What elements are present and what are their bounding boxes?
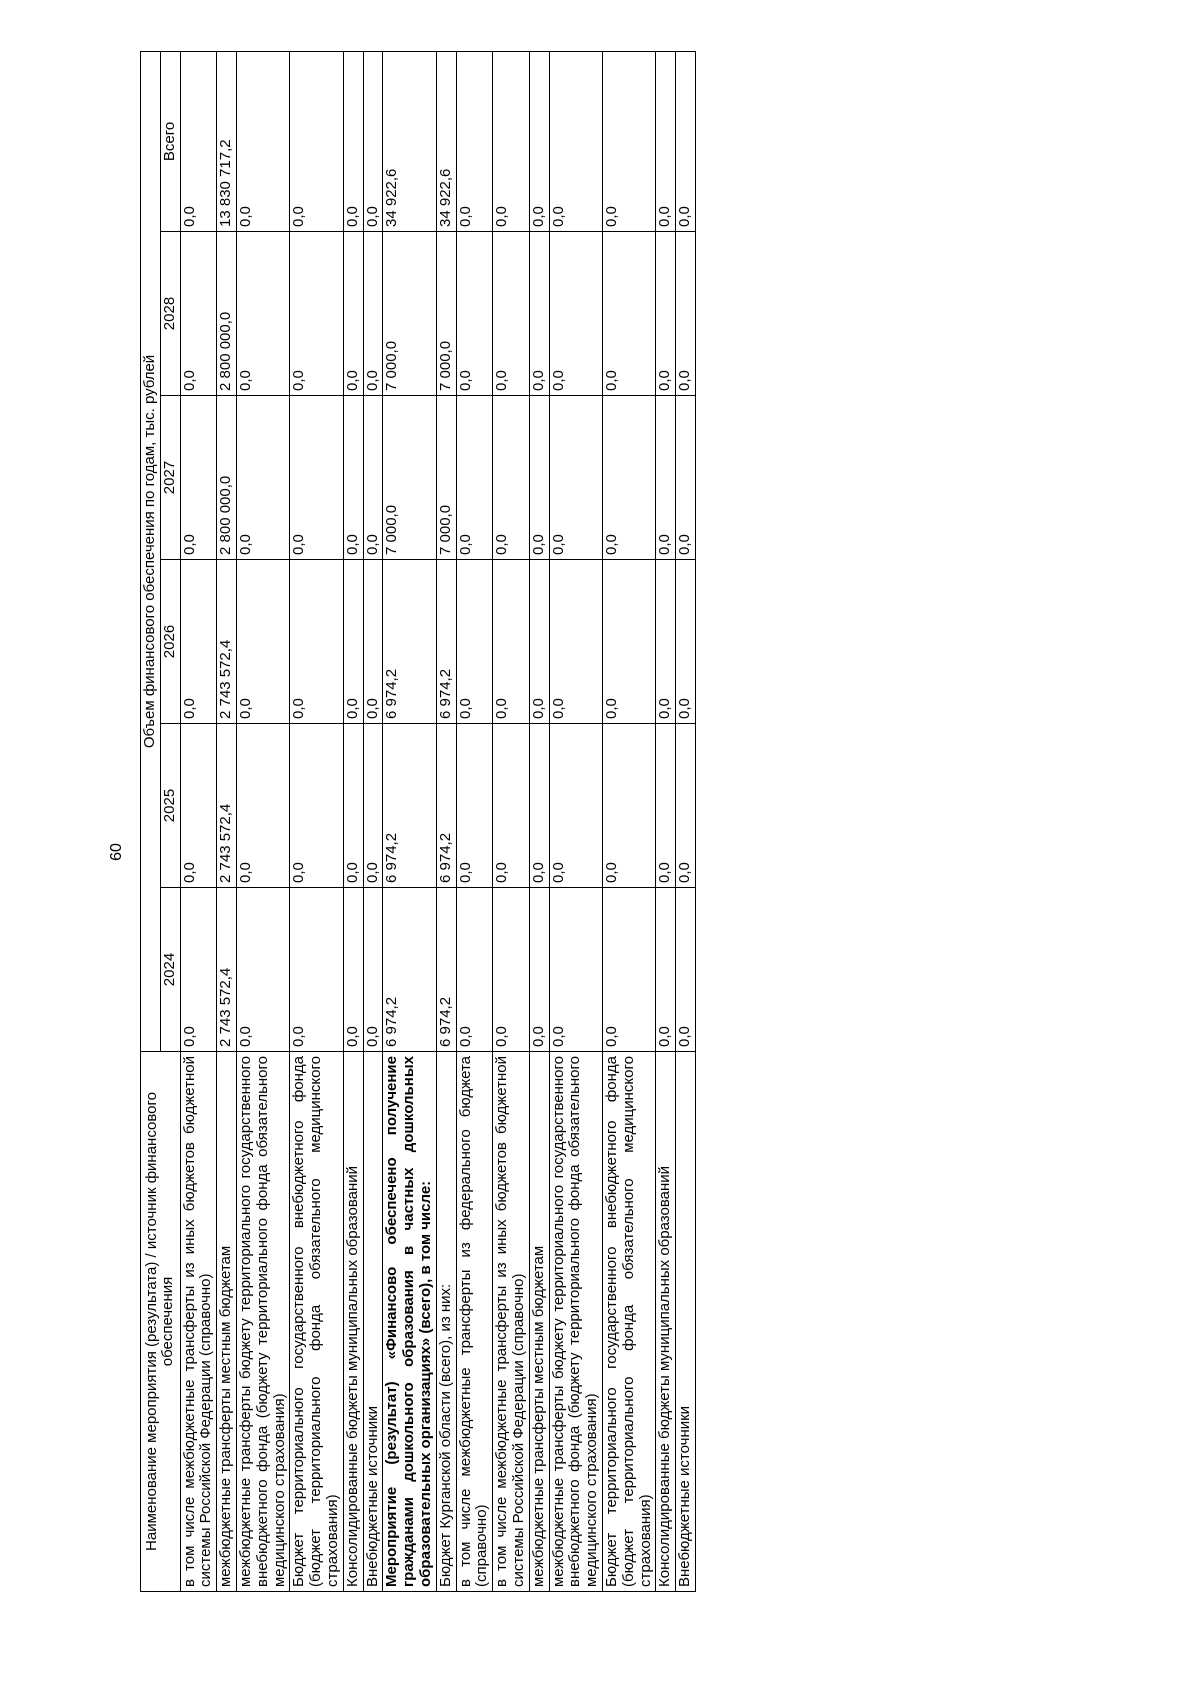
rotated-table-area	[140, 52, 1080, 1592]
value-cell: 0,0	[493, 396, 530, 560]
value-cell: 7 000,0	[436, 232, 456, 396]
row-name-cell: Консолидированные бюджеты муниципальных образований	[656, 1052, 676, 1592]
value-cell: 0,0	[493, 51, 530, 231]
value-cell: 0,0	[602, 396, 655, 560]
row-name-cell: Внебюджетные источники	[363, 1052, 383, 1592]
value-cell: 0,0	[529, 560, 549, 724]
value-cell: 0,0	[549, 51, 602, 231]
table-row	[363, 51, 383, 1591]
value-cell: 0,0	[493, 724, 530, 888]
value-cell: 0,0	[602, 232, 655, 396]
row-name-cell: в том числе межбюджетные трансферты из федерального бюджета (справочно)	[456, 1052, 493, 1592]
value-cell: 0,0	[363, 560, 383, 724]
name-column-header: Наименование мероприятия (результата) / источник финансового обеспечения	[141, 1052, 181, 1592]
value-cell: 0,0	[549, 232, 602, 396]
table-row	[236, 51, 289, 1591]
value-cell: 0,0	[180, 724, 217, 888]
value-cell: 0,0	[529, 396, 549, 560]
value-cell: 6 974,2	[436, 888, 456, 1052]
value-cell: 0,0	[549, 396, 602, 560]
table-row	[493, 51, 530, 1591]
table-row	[436, 51, 456, 1591]
table-row	[290, 51, 343, 1591]
value-cell: 0,0	[236, 724, 289, 888]
value-cell: 0,0	[676, 888, 696, 1052]
value-cell: 0,0	[493, 888, 530, 1052]
value-cell: 0,0	[343, 396, 363, 560]
year-header: 2026	[160, 560, 180, 724]
value-cell: 6 974,2	[383, 724, 436, 888]
value-cell: 0,0	[180, 232, 217, 396]
value-cell: 2 743 572,4	[217, 724, 237, 888]
value-cell: 0,0	[363, 888, 383, 1052]
value-cell: 0,0	[602, 888, 655, 1052]
value-cell: 0,0	[456, 724, 493, 888]
value-cell: 7 000,0	[436, 396, 456, 560]
value-cell: 2 800 000,0	[217, 396, 237, 560]
value-cell: 0,0	[236, 396, 289, 560]
row-name-cell: межбюджетные трансферты бюджету территориального государственного внебюджетного фонда (бюджету территориального фонда обязательного медицинского страхования)	[549, 1052, 602, 1592]
value-cell: 0,0	[676, 724, 696, 888]
value-cell: 7 000,0	[383, 396, 436, 560]
row-name-cell: межбюджетные трансферты местным бюджетам	[529, 1052, 549, 1592]
table-row	[602, 51, 655, 1591]
value-cell: 0,0	[343, 232, 363, 396]
value-cell: 0,0	[529, 888, 549, 1052]
year-header: 2025	[160, 724, 180, 888]
value-cell: 0,0	[290, 724, 343, 888]
row-name-cell: Внебюджетные источники	[676, 1052, 696, 1592]
value-cell: 0,0	[236, 888, 289, 1052]
value-cell: 0,0	[236, 232, 289, 396]
table-row	[180, 51, 217, 1591]
table-row	[456, 51, 493, 1591]
value-cell: 0,0	[676, 396, 696, 560]
value-cell: 34 922,6	[383, 51, 436, 231]
value-cell: 0,0	[343, 51, 363, 231]
value-cell: 0,0	[290, 888, 343, 1052]
value-cell: 0,0	[180, 51, 217, 231]
value-cell: 0,0	[549, 888, 602, 1052]
year-header: Всего	[160, 51, 180, 231]
value-cell: 0,0	[290, 51, 343, 231]
value-cell: 0,0	[493, 560, 530, 724]
value-cell: 0,0	[676, 51, 696, 231]
value-cell: 0,0	[456, 560, 493, 724]
value-cell: 0,0	[343, 888, 363, 1052]
value-cell: 6 974,2	[383, 888, 436, 1052]
financing-table	[140, 51, 696, 1592]
value-cell: 34 922,6	[436, 51, 456, 231]
value-cell: 0,0	[343, 724, 363, 888]
value-cell: 0,0	[456, 888, 493, 1052]
value-cell: 0,0	[290, 560, 343, 724]
value-cell: 0,0	[676, 232, 696, 396]
value-cell: 0,0	[236, 560, 289, 724]
table-row	[676, 51, 696, 1591]
rotated-table-frame	[140, 52, 1080, 1592]
value-cell: 0,0	[180, 888, 217, 1052]
value-cell: 0,0	[656, 396, 676, 560]
value-cell: 0,0	[529, 232, 549, 396]
table-body	[180, 51, 695, 1591]
value-cell: 0,0	[236, 51, 289, 231]
page-number: 60	[108, 843, 125, 861]
value-cell: 7 000,0	[383, 232, 436, 396]
value-cell: 0,0	[180, 396, 217, 560]
year-header: 2028	[160, 232, 180, 396]
row-name-cell: Консолидированные бюджеты муниципальных образований	[343, 1052, 363, 1592]
value-cell: 0,0	[602, 51, 655, 231]
value-cell: 0,0	[602, 560, 655, 724]
value-cell: 0,0	[676, 560, 696, 724]
value-cell: 0,0	[602, 724, 655, 888]
table-row	[217, 51, 237, 1591]
value-cell: 2 743 572,4	[217, 888, 237, 1052]
value-cell: 0,0	[363, 51, 383, 231]
row-name-cell: в том числе межбюджетные трансферты из иных бюджетов бюджетной системы Российской Федерации (справочно)	[180, 1052, 217, 1592]
table-row	[656, 51, 676, 1591]
value-cell: 0,0	[656, 51, 676, 231]
value-cell: 0,0	[290, 232, 343, 396]
value-cell: 0,0	[493, 232, 530, 396]
table-row	[343, 51, 363, 1591]
value-cell: 6 974,2	[436, 724, 456, 888]
value-cell: 6 974,2	[383, 560, 436, 724]
value-cell: 0,0	[656, 232, 676, 396]
value-cell: 6 974,2	[436, 560, 456, 724]
value-cell: 0,0	[656, 724, 676, 888]
value-cell: 0,0	[656, 888, 676, 1052]
row-name-cell: в том числе межбюджетные трансферты из иных бюджетов бюджетной системы Российской Федерации (справочно)	[493, 1052, 530, 1592]
row-name-cell: межбюджетные трансферты местным бюджетам	[217, 1052, 237, 1592]
table-row	[549, 51, 602, 1591]
table-row	[529, 51, 549, 1591]
value-cell: 0,0	[290, 396, 343, 560]
row-name-cell: Бюджет территориального государственного внебюджетного фонда (бюджет территориального фонда обязательного медицинского страхования)	[602, 1052, 655, 1592]
volume-column-header: Объем финансового обеспечения по годам, тыс. рублей	[141, 51, 161, 1051]
value-cell: 2 800 000,0	[217, 232, 237, 396]
value-cell: 0,0	[529, 724, 549, 888]
value-cell: 0,0	[529, 51, 549, 231]
value-cell: 0,0	[456, 51, 493, 231]
value-cell: 0,0	[456, 232, 493, 396]
table-row	[383, 51, 436, 1591]
row-name-cell: Бюджет Курганской области (всего), из них:	[436, 1052, 456, 1592]
value-cell: 0,0	[549, 560, 602, 724]
value-cell: 0,0	[363, 232, 383, 396]
value-cell: 0,0	[549, 724, 602, 888]
value-cell: 13 830 717,2	[217, 51, 237, 231]
row-name-cell: межбюджетные трансферты бюджету территориального государственного внебюджетного фонда (бюджету территориального фонда обязательного медицинского страхования)	[236, 1052, 289, 1592]
value-cell: 0,0	[656, 560, 676, 724]
value-cell: 0,0	[363, 724, 383, 888]
year-header: 2027	[160, 396, 180, 560]
value-cell: 0,0	[180, 560, 217, 724]
value-cell: 0,0	[343, 560, 363, 724]
value-cell: 2 743 572,4	[217, 560, 237, 724]
row-name-cell: Мероприятие (результат) «Финансово обеспечено получение гражданами дошкольного образования в частных дошкольных образовательных организациях» (всего), в том числе:	[383, 1052, 436, 1592]
value-cell: 0,0	[456, 396, 493, 560]
row-name-cell: Бюджет территориального государственного внебюджетного фонда (бюджет территориального фонда обязательного медицинского страхования)	[290, 1052, 343, 1592]
value-cell: 0,0	[363, 396, 383, 560]
year-header: 2024	[160, 888, 180, 1052]
